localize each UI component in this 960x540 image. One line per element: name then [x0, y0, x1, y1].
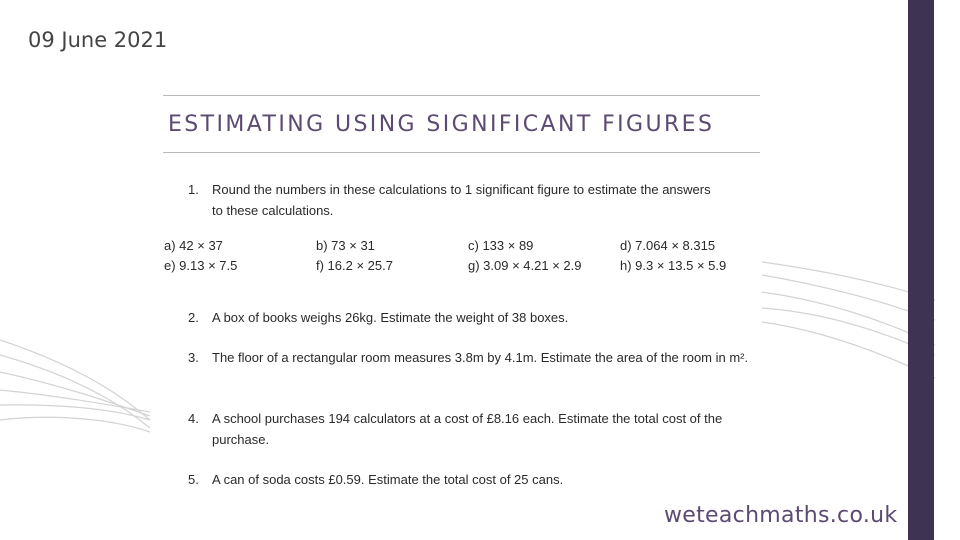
question-number: 1.	[188, 182, 199, 197]
title-rule-bottom	[163, 152, 760, 153]
question-text: The floor of a rectangular room measures 3.8m by 4.1m. Estimate the area of the room in m².	[212, 350, 749, 365]
question-number: 2.	[188, 310, 199, 325]
worksheet	[150, 92, 762, 500]
part-b: b) 73 × 31	[316, 238, 375, 253]
part-a: a) 42 × 37	[164, 238, 223, 253]
question-number: 4.	[188, 411, 199, 426]
part-d: d) 7.064 × 8.315	[620, 238, 716, 253]
question-text: A school purchases 194 calculators at a cost of £8.16 each. Estimate the total cost of the purchase.	[212, 411, 723, 447]
slide-date: 09 June 2021	[28, 28, 168, 52]
question-number: 5.	[188, 472, 199, 487]
question-number: 3.	[188, 350, 199, 365]
title-rule-top	[163, 95, 760, 96]
part-f: f) 16.2 × 25.7	[316, 258, 393, 273]
part-h: h) 9.3 × 13.5 × 5.9	[620, 258, 727, 273]
part-c: c) 133 × 89	[468, 238, 534, 253]
question-text: A can of soda costs £0.59. Estimate the total cost of 25 cans.	[212, 472, 564, 487]
side-accent-bar	[908, 0, 934, 540]
part-g: g) 3.09 × 4.21 × 2.9	[468, 258, 582, 273]
question-text: A box of books weighs 26kg. Estimate the weight of 38 boxes.	[212, 310, 569, 325]
brand-logo: weteachmaths.co.uk	[664, 503, 898, 528]
worksheet-title: ESTIMATING USING SIGNIFICANT FIGURES	[168, 112, 715, 137]
question-text: Round the numbers in these calculations to 1 significant figure to estimate the answers to these calculations.	[212, 182, 711, 218]
part-e: e) 9.13 × 7.5	[164, 258, 238, 273]
